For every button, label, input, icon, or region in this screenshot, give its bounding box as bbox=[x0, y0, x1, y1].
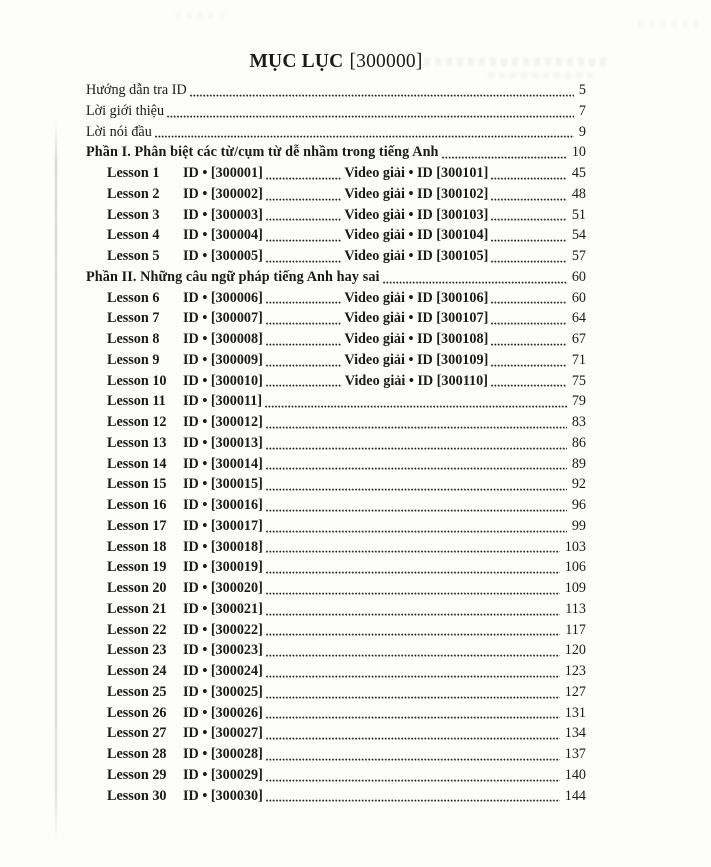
toc-entry-page-number: 5 bbox=[578, 82, 586, 98]
toc-lesson-row bbox=[86, 620, 586, 641]
dot-leader bbox=[155, 135, 574, 138]
lesson-label: Lesson 2 bbox=[107, 185, 160, 202]
lesson-label: Lesson 18 bbox=[107, 538, 167, 555]
lesson-book-id: ID • [300013] bbox=[183, 434, 263, 451]
toc-lesson-row bbox=[86, 329, 586, 350]
dot-leader bbox=[266, 260, 342, 263]
toc-entry-page-number: 7 bbox=[578, 102, 586, 119]
lesson-label: Lesson 8 bbox=[107, 331, 160, 347]
toc-entry-row bbox=[86, 101, 586, 122]
toc-entry-label: Lời nói đầu bbox=[86, 123, 152, 140]
toc-entry-page-number: 86 bbox=[571, 434, 586, 451]
dot-leader bbox=[167, 115, 574, 118]
toc-entry-page-number: 64 bbox=[571, 310, 587, 327]
toc-entry-page-number: 117 bbox=[565, 621, 586, 638]
lesson-label: Lesson 25 bbox=[107, 683, 167, 700]
toc-entry-row bbox=[86, 80, 586, 101]
toc-section-heading: Phần II. Những câu ngữ pháp tiếng Anh hay sai bbox=[86, 268, 380, 285]
toc-entry-page-number: 106 bbox=[564, 559, 586, 576]
lesson-label: Lesson 20 bbox=[107, 580, 167, 596]
lesson-label: Lesson 14 bbox=[107, 455, 167, 472]
dot-leader bbox=[383, 281, 567, 284]
dot-leader bbox=[266, 779, 560, 782]
toc-lesson-row bbox=[86, 723, 586, 744]
lesson-book-id: ID • [300030] bbox=[183, 787, 263, 804]
lesson-label: Lesson 15 bbox=[107, 476, 167, 493]
dot-leader bbox=[266, 509, 567, 512]
lesson-book-id: ID • [300010] bbox=[183, 372, 263, 389]
toc-lesson-row bbox=[86, 163, 586, 184]
lesson-book-id: ID • [300023] bbox=[183, 642, 263, 659]
toc-entry-page-number: 54 bbox=[571, 227, 587, 244]
lesson-label: Lesson 11 bbox=[107, 393, 166, 410]
lesson-book-id: ID • [300008] bbox=[183, 331, 263, 347]
lesson-book-id: ID • [300027] bbox=[183, 725, 263, 742]
toc-lesson-row bbox=[86, 433, 586, 454]
toc-entry-page-number: 67 bbox=[571, 331, 587, 347]
toc-lesson-row bbox=[86, 703, 586, 724]
lesson-label: Lesson 21 bbox=[107, 600, 167, 617]
lesson-label: Lesson 24 bbox=[107, 663, 167, 679]
lesson-label: Lesson 3 bbox=[107, 206, 160, 223]
toc-entry-page-number: 134 bbox=[564, 725, 586, 742]
lesson-book-id: ID • [300007] bbox=[183, 310, 263, 327]
toc-entry-page-number: 120 bbox=[564, 642, 586, 659]
dot-leader bbox=[266, 654, 560, 657]
lesson-label: Lesson 10 bbox=[107, 372, 167, 389]
dot-leader bbox=[491, 343, 567, 346]
dot-leader bbox=[491, 260, 567, 263]
dot-leader bbox=[442, 156, 567, 159]
page-title bbox=[86, 49, 586, 75]
dot-leader bbox=[266, 633, 560, 636]
lesson-video-id: Video giải • ID [300110] bbox=[344, 372, 488, 389]
toc-entry-page-number: 92 bbox=[571, 476, 586, 493]
toc-entry-page-number: 60 bbox=[571, 289, 587, 306]
dot-leader bbox=[266, 426, 567, 429]
lesson-book-id: ID • [300024] bbox=[183, 663, 263, 679]
toc-lesson-row bbox=[86, 225, 586, 246]
dot-leader bbox=[266, 301, 342, 304]
lesson-book-id: ID • [300002] bbox=[183, 185, 263, 202]
toc-lesson-row bbox=[86, 350, 586, 371]
dot-leader bbox=[266, 467, 567, 470]
toc-lesson-row bbox=[86, 308, 586, 329]
toc-entry-page-number: 10 bbox=[571, 144, 586, 161]
dot-leader bbox=[491, 322, 567, 325]
dot-leader bbox=[491, 301, 567, 304]
dot-leader bbox=[491, 218, 567, 221]
lesson-book-id: ID • [300026] bbox=[183, 704, 263, 721]
dot-leader bbox=[266, 758, 560, 761]
toc-entry-page-number: 51 bbox=[571, 206, 587, 223]
toc-lesson-row bbox=[86, 184, 586, 205]
toc-lesson-row bbox=[86, 495, 586, 516]
dot-leader bbox=[266, 675, 560, 678]
lesson-book-id: ID • [300016] bbox=[183, 497, 263, 513]
toc-lesson-row bbox=[86, 474, 586, 495]
lesson-label: Lesson 1 bbox=[107, 165, 160, 181]
lesson-label: Lesson 22 bbox=[107, 621, 167, 638]
lesson-label: Lesson 23 bbox=[107, 642, 167, 659]
lesson-book-id: ID • [300018] bbox=[183, 538, 263, 555]
lesson-book-id: ID • [300014] bbox=[183, 455, 263, 472]
lesson-book-id: ID • [300005] bbox=[183, 248, 263, 264]
lesson-book-id: ID • [300012] bbox=[183, 414, 263, 430]
toc-lesson-row bbox=[86, 391, 586, 412]
lesson-label: Lesson 17 bbox=[107, 517, 167, 534]
toc-entry-page-number: 71 bbox=[571, 351, 587, 368]
toc-entry-page-number: 144 bbox=[564, 787, 586, 804]
dot-leader bbox=[266, 239, 342, 242]
lesson-label: Lesson 19 bbox=[107, 559, 167, 576]
dot-leader bbox=[266, 322, 342, 325]
dot-leader bbox=[265, 405, 567, 408]
lesson-book-id: ID • [300022] bbox=[183, 621, 263, 638]
toc-lesson-row bbox=[86, 578, 586, 599]
dot-leader bbox=[266, 696, 560, 699]
scan-edge-shadow bbox=[55, 122, 57, 844]
lesson-video-id: Video giải • ID [300104] bbox=[344, 227, 489, 244]
lesson-book-id: ID • [300017] bbox=[183, 517, 263, 534]
scan-bleedthrough-artifact bbox=[175, 12, 230, 19]
lesson-label: Lesson 5 bbox=[107, 248, 160, 264]
dot-leader bbox=[491, 177, 567, 180]
dot-leader bbox=[190, 94, 574, 97]
toc-lesson-row bbox=[86, 661, 586, 682]
toc-lesson-row bbox=[86, 537, 586, 558]
lesson-book-id: ID • [300001] bbox=[183, 165, 263, 181]
toc-entry-page-number: 89 bbox=[571, 455, 586, 472]
toc-entry-page-number: 109 bbox=[564, 580, 586, 596]
dot-leader bbox=[266, 218, 342, 221]
toc-rows bbox=[86, 80, 586, 806]
toc-entry-page-number: 127 bbox=[564, 683, 586, 700]
toc-entry-page-number: 45 bbox=[571, 165, 587, 181]
toc-lesson-row bbox=[86, 246, 586, 267]
scan-bleedthrough-artifact bbox=[638, 20, 700, 28]
lesson-video-id: Video giải • ID [300103] bbox=[344, 206, 489, 223]
dot-leader bbox=[266, 384, 342, 387]
lesson-video-id: Video giải • ID [300108] bbox=[344, 331, 489, 347]
lesson-label: Lesson 29 bbox=[107, 766, 167, 783]
dot-leader bbox=[266, 364, 342, 367]
toc-lesson-row bbox=[86, 288, 586, 309]
toc-lesson-row bbox=[86, 371, 586, 392]
lesson-book-id: ID • [300021] bbox=[183, 600, 263, 617]
lesson-video-id: Video giải • ID [300106] bbox=[344, 289, 489, 306]
toc-entry-page-number: 131 bbox=[564, 704, 586, 721]
lesson-book-id: ID • [300003] bbox=[183, 206, 263, 223]
toc-entry-page-number: 48 bbox=[571, 185, 587, 202]
lesson-book-id: ID • [300025] bbox=[183, 683, 263, 700]
lesson-label: Lesson 13 bbox=[107, 434, 167, 451]
dot-leader bbox=[266, 447, 567, 450]
toc-section-heading-row bbox=[86, 142, 586, 163]
dot-leader bbox=[266, 799, 560, 802]
lesson-video-id: Video giải • ID [300105] bbox=[344, 248, 489, 264]
dot-leader bbox=[266, 737, 560, 740]
lesson-video-id: Video giải • ID [300102] bbox=[344, 185, 489, 202]
lesson-book-id: ID • [300004] bbox=[183, 227, 263, 244]
toc-lesson-row bbox=[86, 599, 586, 620]
lesson-book-id: ID • [300020] bbox=[183, 580, 263, 596]
toc-entry-page-number: 103 bbox=[564, 538, 586, 555]
lesson-label: Lesson 26 bbox=[107, 704, 167, 721]
toc-lesson-row bbox=[86, 640, 586, 661]
dot-leader bbox=[491, 384, 567, 387]
lesson-book-id: ID • [300009] bbox=[183, 351, 263, 368]
toc-entry-page-number: 60 bbox=[571, 268, 586, 285]
toc-lesson-row bbox=[86, 516, 586, 537]
toc-lesson-row bbox=[86, 682, 586, 703]
toc-entry-page-number: 9 bbox=[578, 123, 586, 140]
lesson-video-id: Video giải • ID [300109] bbox=[344, 351, 489, 368]
toc-lesson-row bbox=[86, 454, 586, 475]
table-of-contents bbox=[86, 49, 586, 806]
dot-leader bbox=[266, 613, 560, 616]
toc-entry-page-number: 96 bbox=[571, 497, 586, 513]
lesson-label: Lesson 28 bbox=[107, 746, 167, 762]
toc-section-heading: Phần I. Phân biệt các từ/cụm từ dễ nhầm trong tiếng Anh bbox=[86, 144, 439, 161]
lesson-book-id: ID • [300019] bbox=[183, 559, 263, 576]
toc-lesson-row bbox=[86, 765, 586, 786]
lesson-book-id: ID • [300006] bbox=[183, 289, 263, 306]
dot-leader bbox=[266, 198, 342, 201]
lesson-label: Lesson 7 bbox=[107, 310, 160, 327]
dot-leader bbox=[491, 239, 567, 242]
toc-entry-page-number: 113 bbox=[565, 600, 586, 617]
lesson-label: Lesson 12 bbox=[107, 414, 167, 430]
toc-entry-page-number: 123 bbox=[564, 663, 586, 679]
dot-leader bbox=[266, 550, 560, 553]
dot-leader bbox=[491, 364, 567, 367]
lesson-label: Lesson 6 bbox=[107, 289, 160, 306]
toc-lesson-row bbox=[86, 205, 586, 226]
toc-entry-page-number: 99 bbox=[571, 517, 586, 534]
dot-leader bbox=[266, 716, 560, 719]
toc-entry-page-number: 79 bbox=[571, 393, 586, 410]
dot-leader bbox=[266, 530, 567, 533]
toc-lesson-row bbox=[86, 786, 586, 807]
toc-entry-label: Lời giới thiệu bbox=[86, 102, 165, 119]
lesson-label: Lesson 30 bbox=[107, 787, 167, 804]
toc-entry-page-number: 137 bbox=[564, 746, 586, 762]
lesson-book-id: ID • [300015] bbox=[183, 476, 263, 493]
dot-leader bbox=[491, 198, 567, 201]
dot-leader bbox=[266, 488, 567, 491]
toc-lesson-row bbox=[86, 557, 586, 578]
toc-entry-page-number: 75 bbox=[571, 372, 587, 389]
lesson-book-id: ID • [300029] bbox=[183, 766, 263, 783]
dot-leader bbox=[266, 343, 342, 346]
toc-entry-page-number: 83 bbox=[571, 414, 586, 430]
lesson-book-id: ID • [300011] bbox=[183, 393, 263, 410]
toc-entry-label: Hướng dẫn tra ID bbox=[86, 82, 187, 98]
lesson-label: Lesson 9 bbox=[107, 351, 160, 368]
toc-lesson-row bbox=[86, 744, 586, 765]
page-title-book-id: [300000] bbox=[349, 51, 423, 72]
toc-entry-page-number: 140 bbox=[564, 766, 586, 783]
page-title-text: MỤC LỤC bbox=[249, 51, 344, 72]
lesson-video-id: Video giải • ID [300107] bbox=[344, 310, 489, 327]
dot-leader bbox=[266, 177, 342, 180]
lesson-video-id: Video giải • ID [300101] bbox=[344, 165, 489, 181]
dot-leader bbox=[266, 571, 560, 574]
lesson-label: Lesson 4 bbox=[107, 227, 160, 244]
lesson-label: Lesson 16 bbox=[107, 497, 167, 513]
lesson-label: Lesson 27 bbox=[107, 725, 167, 742]
toc-lesson-row bbox=[86, 412, 586, 433]
toc-entry-page-number: 57 bbox=[571, 248, 587, 264]
lesson-book-id: ID • [300028] bbox=[183, 746, 263, 762]
dot-leader bbox=[266, 592, 560, 595]
toc-entry-row bbox=[86, 122, 586, 143]
toc-section-heading-row bbox=[86, 267, 586, 288]
